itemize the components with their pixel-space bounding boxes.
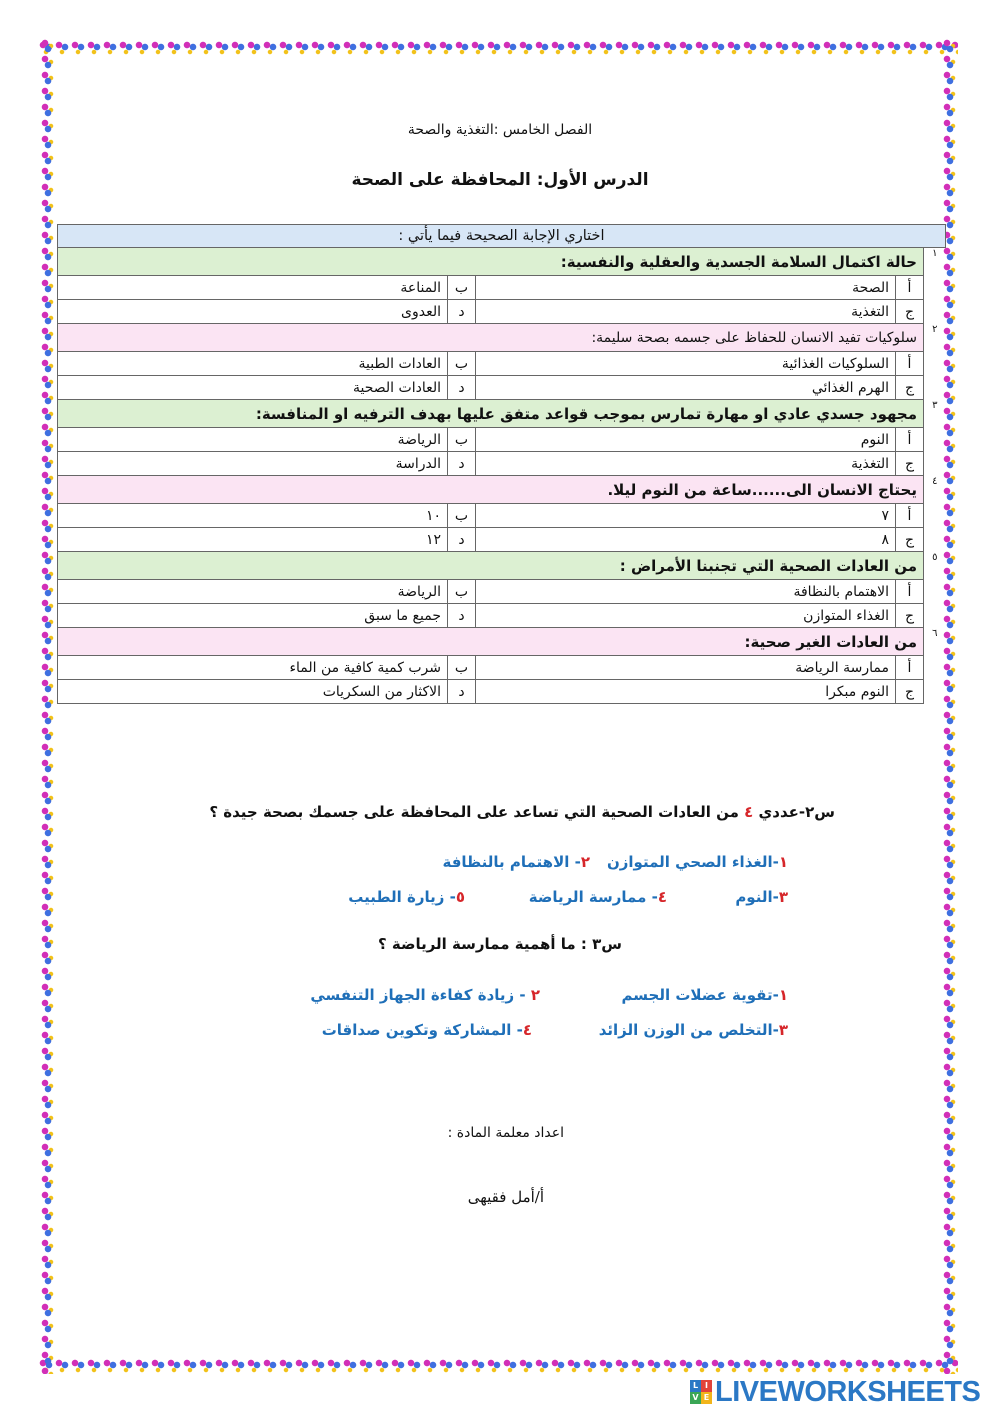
q3-answer-number: ٤: [522, 1021, 532, 1039]
question-number: ٦: [932, 627, 938, 639]
option-c[interactable]: التغذية: [476, 452, 896, 476]
logo-text: LIVEWORKSHEETS: [715, 1375, 981, 1408]
question-number: ٥: [932, 551, 938, 563]
option-c[interactable]: التغذية: [476, 300, 896, 324]
q3-answer-3: [599, 1021, 788, 1039]
teacher-name: أ/أمل فقيهى: [467, 1188, 544, 1206]
option-letter: أ: [896, 656, 924, 680]
balloon-border-left: [38, 38, 56, 1374]
option-letter: ج: [896, 604, 924, 628]
answer-row: [58, 580, 946, 604]
option-letter: د: [448, 528, 476, 552]
instruction-row: [58, 225, 946, 248]
option-d[interactable]: ١٢: [58, 528, 448, 552]
balloon-border-top: [38, 38, 958, 56]
row-spacer: [924, 428, 946, 452]
option-letter: ب: [448, 504, 476, 528]
option-letter: د: [448, 300, 476, 324]
answer-row: [58, 376, 946, 400]
question-number: ٤: [932, 475, 938, 487]
question-stem-row: [58, 476, 946, 504]
option-b[interactable]: العادات الطبية: [58, 352, 448, 376]
question-stem: من العادات الغير صحية:: [58, 628, 924, 656]
row-spacer: [924, 680, 946, 704]
option-a[interactable]: السلوكيات الغذائية: [476, 352, 896, 376]
liveworksheets-logo[interactable]: [690, 1374, 980, 1410]
q2-answer-4: [529, 888, 667, 906]
answer-row: [58, 680, 946, 704]
q2-answer-text: -الغذاء الصحي المتوازن: [606, 853, 779, 871]
logo-badge-e: E: [701, 1392, 712, 1404]
q3-answer-1: [622, 986, 789, 1004]
question-stem-row: [58, 324, 946, 352]
question-stem-row: [58, 400, 946, 428]
answer-row: [58, 352, 946, 376]
question-stem-row: [58, 628, 946, 656]
option-letter: أ: [896, 352, 924, 376]
logo-badge-i: I: [701, 1380, 712, 1392]
question-stem: من العادات الصحية التي تجنبنا الأمراض :: [58, 552, 924, 580]
option-letter: د: [448, 452, 476, 476]
option-letter: د: [448, 376, 476, 400]
q3-answer-text: -تقوية عضلات الجسم: [621, 986, 779, 1004]
question-stem: يحتاج الانسان الى......ساعة من النوم ليلا.: [58, 476, 924, 504]
row-spacer: [924, 580, 946, 604]
balloon-border-bottom: [38, 1356, 958, 1374]
option-c[interactable]: النوم مبكرا: [476, 680, 896, 704]
option-letter: ب: [448, 428, 476, 452]
row-spacer: [924, 452, 946, 476]
q3-answer-text: - زيادة كفاءة الجهاز التنفسي: [310, 986, 531, 1004]
q2-answer-text: - الاهتمام بالنظافة: [442, 853, 581, 871]
option-c[interactable]: الهرم الغذائي: [476, 376, 896, 400]
option-c[interactable]: الغذاء المتوازن: [476, 604, 896, 628]
lesson-title: الدرس الأول: المحافظة على الصحة: [351, 170, 649, 190]
q3-answer-2: [310, 986, 540, 1004]
option-b[interactable]: الرياضة: [58, 428, 448, 452]
option-letter: ج: [896, 376, 924, 400]
row-spacer: [924, 656, 946, 680]
q2-suffix: من العادات الصحية التي تساعد على المحافظة على جسمك بصحة جيدة ؟: [209, 803, 739, 821]
option-d[interactable]: الدراسة: [58, 452, 448, 476]
q3-answer-number: ٣: [778, 1021, 788, 1039]
question-3: س٣ : ما أهمية ممارسة الرياضة ؟: [377, 935, 622, 953]
chapter-title: الفصل الخامس :التغذية والصحة: [407, 122, 593, 138]
question-stem: حالة اكتمال السلامة الجسدية والعقلية والنفسية:: [58, 248, 924, 276]
answer-row: [58, 452, 946, 476]
q2-answer-1: [607, 853, 788, 871]
option-letter: ب: [448, 580, 476, 604]
logo-badge-l: L: [690, 1380, 701, 1392]
option-letter: ب: [448, 276, 476, 300]
option-letter: ج: [896, 452, 924, 476]
q2-answer-number: ٢: [580, 853, 590, 871]
option-letter: ب: [448, 656, 476, 680]
q2-count: ٤: [744, 803, 754, 821]
row-spacer: [924, 352, 946, 376]
answer-row: [58, 604, 946, 628]
row-spacer: [924, 528, 946, 552]
option-d[interactable]: العدوى: [58, 300, 448, 324]
row-spacer: [924, 300, 946, 324]
multiple-choice-table: [57, 224, 946, 704]
question-2: [209, 803, 835, 821]
q3-answer-text: - المشاركة وتكوين صداقات: [321, 1021, 523, 1039]
q2-answer-number: ٣: [778, 888, 788, 906]
q2-prefix: س٢-عددي: [758, 803, 835, 821]
row-spacer: [924, 504, 946, 528]
q2-answer-number: ٥: [455, 888, 465, 906]
option-a[interactable]: الاهتمام بالنظافة: [476, 580, 896, 604]
q3-answer-number: ١: [778, 986, 788, 1004]
option-letter: ج: [896, 680, 924, 704]
option-a[interactable]: ممارسة الرياضة: [476, 656, 896, 680]
option-letter: أ: [896, 580, 924, 604]
q3-answer-text: -التخلص من الوزن الزائد: [598, 1021, 779, 1039]
row-spacer: [924, 604, 946, 628]
question-number: ٢: [932, 323, 938, 335]
option-letter: د: [448, 680, 476, 704]
option-letter: أ: [896, 276, 924, 300]
option-d[interactable]: الاكثار من السكريات: [58, 680, 448, 704]
option-letter: ب: [448, 352, 476, 376]
option-a[interactable]: ٧: [476, 504, 896, 528]
row-spacer: [924, 276, 946, 300]
option-letter: د: [448, 604, 476, 628]
option-a[interactable]: الصحة: [476, 276, 896, 300]
q2-answer-5: [348, 888, 465, 906]
q2-answer-text: -النوم: [735, 888, 779, 906]
option-d[interactable]: العادات الصحية: [58, 376, 448, 400]
answer-row: [58, 504, 946, 528]
question-stem: مجهود جسدي عادي او مهارة تمارس بموجب قواعد متفق عليها بهدف الترفيه او المنافسة:: [58, 400, 924, 428]
answer-row: [58, 276, 946, 300]
logo-badge-icon: [690, 1380, 712, 1404]
q3-answer-number: ٢: [530, 986, 540, 1004]
answer-row: [58, 528, 946, 552]
row-spacer: [924, 376, 946, 400]
q2-answer-3: [735, 888, 788, 906]
logo-badge-v: V: [690, 1392, 701, 1404]
prepared-by-label: اعداد معلمة المادة :: [447, 1125, 564, 1141]
option-letter: ج: [896, 300, 924, 324]
q2-answer-number: ١: [778, 853, 788, 871]
option-letter: أ: [896, 428, 924, 452]
option-b[interactable]: الرياضة: [58, 580, 448, 604]
option-d[interactable]: جميع ما سبق: [58, 604, 448, 628]
option-b[interactable]: شرب كمية كافية من الماء: [58, 656, 448, 680]
answer-row: [58, 428, 946, 452]
option-letter: أ: [896, 504, 924, 528]
q2-answer-2: [442, 853, 590, 871]
q2-answer-text: - ممارسة الرياضة: [528, 888, 658, 906]
question-number: ٣: [932, 399, 938, 411]
q2-answer-number: ٤: [657, 888, 667, 906]
option-b[interactable]: ١٠: [58, 504, 448, 528]
answer-row: [58, 656, 946, 680]
instruction-text: اختاري الإجابة الصحيحة فيما يأتي :: [58, 225, 946, 248]
q3-answer-4: [322, 1021, 532, 1039]
question-stem-row: [58, 552, 946, 580]
q2-answer-text: - زيارة الطبيب: [348, 888, 456, 906]
question-stem-row: [58, 248, 946, 276]
option-letter: ج: [896, 528, 924, 552]
option-a[interactable]: النوم: [476, 428, 896, 452]
option-c[interactable]: ٨: [476, 528, 896, 552]
question-number: ١: [932, 248, 938, 259]
question-stem: سلوكيات تفيد الانسان للحفاظ على جسمه بصحة سليمة:: [58, 324, 924, 352]
answer-row: [58, 300, 946, 324]
option-b[interactable]: المناعة: [58, 276, 448, 300]
